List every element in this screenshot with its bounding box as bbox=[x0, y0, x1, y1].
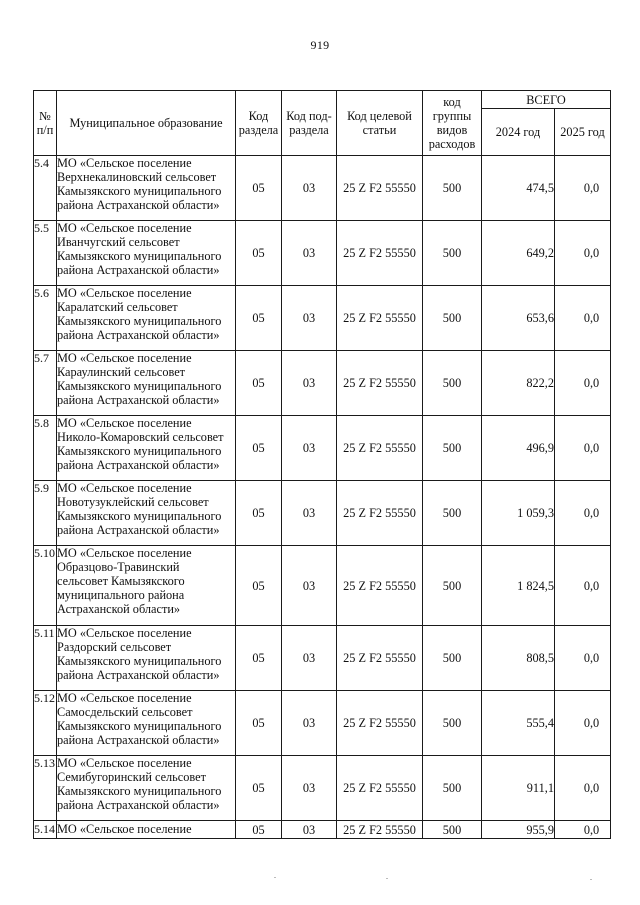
row-number: 5.4 bbox=[34, 156, 57, 221]
subsection-code: 03 bbox=[282, 691, 337, 756]
expense-group-code: 500 bbox=[423, 626, 482, 691]
amount-2024: 555,4 bbox=[482, 691, 555, 756]
amount-2025-value: 0,0 bbox=[583, 181, 600, 195]
municipality-name-line: МО «Сельское поселение bbox=[57, 351, 192, 365]
row-number: 5.10 bbox=[34, 546, 57, 626]
target-code: 25 Z F2 55550 bbox=[337, 691, 423, 756]
target-code: 25 Z F2 55550 bbox=[337, 756, 423, 821]
municipality-name-line: Самосдельский сельсовет bbox=[57, 705, 193, 719]
municipality-name-line: Астраханской области» bbox=[57, 602, 181, 616]
municipality-name-line: района Астраханской области» bbox=[57, 458, 220, 472]
municipality-name-line: сельсовет Камызякского bbox=[57, 574, 185, 588]
table-row bbox=[34, 821, 611, 839]
expense-group-code: 500 bbox=[423, 156, 482, 221]
subsection-code: 03 bbox=[282, 221, 337, 286]
table-row bbox=[34, 691, 611, 756]
municipality-name-line: Камызякского муниципального bbox=[57, 784, 222, 798]
row-number: 5.12 bbox=[34, 691, 57, 756]
municipality-name-line: МО «Сельское поселение bbox=[57, 626, 192, 640]
municipality-name-line: муниципального района bbox=[57, 588, 185, 602]
subsection-code: 03 bbox=[282, 286, 337, 351]
municipality-name bbox=[57, 416, 236, 481]
municipality-name-line: Караулинский сельсовет bbox=[57, 365, 186, 379]
header-year-2025: 2025 год bbox=[555, 109, 611, 156]
municipality-name bbox=[57, 626, 236, 691]
scan-speck bbox=[274, 877, 276, 878]
municipality-name bbox=[57, 156, 236, 221]
amount-2024: 496,9 bbox=[482, 416, 555, 481]
municipality-name-line: МО «Сельское поселение bbox=[57, 416, 192, 430]
expense-group-code: 500 bbox=[423, 546, 482, 626]
municipality-name-line: МО «Сельское поселение bbox=[57, 156, 192, 170]
row-number: 5.14 bbox=[34, 821, 57, 839]
municipality-name-line: района Астраханской области» bbox=[57, 393, 220, 407]
amount-2024: 649,2 bbox=[482, 221, 555, 286]
target-code: 25 Z F2 55550 bbox=[337, 286, 423, 351]
header-municipality: Муниципальное образование bbox=[57, 91, 236, 156]
table-row bbox=[34, 756, 611, 821]
municipality-name bbox=[57, 221, 236, 286]
amount-2025-value: 0,0 bbox=[583, 441, 600, 455]
amount-2025-value: 0,0 bbox=[583, 376, 600, 390]
municipality-name-line: Камызякского муниципального bbox=[57, 379, 222, 393]
amount-2025 bbox=[555, 351, 611, 416]
municipality-name-line: района Астраханской области» bbox=[57, 328, 220, 342]
target-code: 25 Z F2 55550 bbox=[337, 221, 423, 286]
section-code: 05 bbox=[236, 691, 282, 756]
subsection-code: 03 bbox=[282, 821, 337, 839]
expense-group-code: 500 bbox=[423, 691, 482, 756]
municipality-name-line: района Астраханской области» bbox=[57, 198, 220, 212]
section-code: 05 bbox=[236, 221, 282, 286]
expense-group-code: 500 bbox=[423, 481, 482, 546]
amount-2025 bbox=[555, 221, 611, 286]
expense-group-code: 500 bbox=[423, 756, 482, 821]
header-total: ВСЕГО bbox=[482, 91, 611, 109]
amount-2025 bbox=[555, 626, 611, 691]
municipality-name-line: района Астраханской области» bbox=[57, 523, 220, 537]
municipality-name-line: Камызякского муниципального bbox=[57, 719, 222, 733]
amount-2025 bbox=[555, 416, 611, 481]
section-code: 05 bbox=[236, 156, 282, 221]
municipality-name-line: МО «Сельское поселение bbox=[57, 221, 192, 235]
amount-2024: 1 059,3 bbox=[482, 481, 555, 546]
municipality-name-line: Образцово-Травинский bbox=[57, 560, 180, 574]
municipality-name-line: района Астраханской области» bbox=[57, 668, 220, 682]
target-code: 25 Z F2 55550 bbox=[337, 626, 423, 691]
table-body bbox=[34, 156, 611, 839]
amount-2025 bbox=[555, 821, 611, 839]
subsection-code: 03 bbox=[282, 546, 337, 626]
municipality-name-line: Раздорский сельсовет bbox=[57, 640, 172, 654]
municipality-name-line: МО «Сельское поселение bbox=[57, 546, 192, 560]
amount-2025 bbox=[555, 691, 611, 756]
municipality-name bbox=[57, 481, 236, 546]
amount-2024: 808,5 bbox=[482, 626, 555, 691]
subsection-code: 03 bbox=[282, 156, 337, 221]
amount-2025-value: 0,0 bbox=[583, 716, 600, 730]
municipality-name-line: Новотузуклейский сельсовет bbox=[57, 495, 209, 509]
amount-2024: 955,9 bbox=[482, 821, 555, 839]
municipality-name-line: Камызякского муниципального bbox=[57, 654, 222, 668]
scan-speck bbox=[590, 879, 592, 880]
page-number: 919 bbox=[310, 38, 330, 52]
header-target-code: Код целевой статьи bbox=[337, 91, 423, 156]
municipality-name bbox=[57, 756, 236, 821]
municipality-name-line: Иванчугский сельсовет bbox=[57, 235, 180, 249]
municipality-name bbox=[57, 691, 236, 756]
section-code: 05 bbox=[236, 286, 282, 351]
amount-2025-value: 0,0 bbox=[583, 246, 600, 260]
municipality-name-line: Камызякского муниципального bbox=[57, 509, 222, 523]
amount-2024: 822,2 bbox=[482, 351, 555, 416]
expense-group-code: 500 bbox=[423, 286, 482, 351]
expense-group-code: 500 bbox=[423, 221, 482, 286]
budget-table bbox=[33, 90, 611, 839]
amount-2025-value: 0,0 bbox=[583, 578, 600, 593]
header-expense-group: код группы видов расходов bbox=[423, 91, 482, 156]
target-code: 25 Z F2 55550 bbox=[337, 481, 423, 546]
municipality-name-line: МО «Сельское поселение bbox=[57, 691, 192, 705]
municipality-name-line: МО «Сельское поселение bbox=[57, 286, 192, 300]
municipality-name-line: МО «Сельское поселение bbox=[57, 756, 192, 770]
target-code: 25 Z F2 55550 bbox=[337, 416, 423, 481]
municipality-name-line: Камызякского муниципального bbox=[57, 249, 222, 263]
expense-group-code: 500 bbox=[423, 416, 482, 481]
municipality-name-line: Семибугоринский сельсовет bbox=[57, 770, 206, 784]
municipality-name bbox=[57, 286, 236, 351]
municipality-name-line: Камызякского муниципального bbox=[57, 184, 222, 198]
municipality-name bbox=[57, 546, 236, 626]
municipality-name-line: Верхнекалиновский сельсовет bbox=[57, 170, 217, 184]
table-row bbox=[34, 221, 611, 286]
amount-2025-value: 0,0 bbox=[583, 651, 600, 665]
amount-2025-value: 0,0 bbox=[583, 311, 600, 325]
row-number: 5.6 bbox=[34, 286, 57, 351]
municipality-name bbox=[57, 821, 236, 839]
amount-2024: 474,5 bbox=[482, 156, 555, 221]
municipality-name bbox=[57, 351, 236, 416]
amount-2024: 653,6 bbox=[482, 286, 555, 351]
target-code: 25 Z F2 55550 bbox=[337, 546, 423, 626]
amount-2025 bbox=[555, 546, 611, 626]
amount-2024: 911,1 bbox=[482, 756, 555, 821]
section-code: 05 bbox=[236, 351, 282, 416]
amount-2024: 1 824,5 bbox=[482, 546, 555, 626]
section-code: 05 bbox=[236, 416, 282, 481]
header-num: № п/п bbox=[34, 91, 57, 156]
amount-2025-value: 0,0 bbox=[583, 781, 600, 795]
subsection-code: 03 bbox=[282, 416, 337, 481]
section-code: 05 bbox=[236, 546, 282, 626]
target-code: 25 Z F2 55550 bbox=[337, 821, 423, 839]
row-number: 5.7 bbox=[34, 351, 57, 416]
table-header bbox=[34, 91, 611, 156]
municipality-name-line: Камызякского муниципального bbox=[57, 444, 222, 458]
header-subsection-code: Код под- раздела bbox=[282, 91, 337, 156]
amount-2025 bbox=[555, 756, 611, 821]
subsection-code: 03 bbox=[282, 756, 337, 821]
target-code: 25 Z F2 55550 bbox=[337, 351, 423, 416]
table-row bbox=[34, 546, 611, 626]
table-row bbox=[34, 626, 611, 691]
row-number: 5.5 bbox=[34, 221, 57, 286]
amount-2025-value: 0,0 bbox=[583, 506, 600, 520]
row-number: 5.11 bbox=[34, 626, 57, 691]
row-number: 5.13 bbox=[34, 756, 57, 821]
table-row bbox=[34, 351, 611, 416]
expense-group-code: 500 bbox=[423, 351, 482, 416]
municipality-name-line: Камызякского муниципального bbox=[57, 314, 222, 328]
section-code: 05 bbox=[236, 481, 282, 546]
municipality-name-line: района Астраханской области» bbox=[57, 798, 220, 812]
subsection-code: 03 bbox=[282, 481, 337, 546]
section-code: 05 bbox=[236, 626, 282, 691]
amount-2025 bbox=[555, 481, 611, 546]
municipality-name-line: Николо-Комаровский сельсовет bbox=[57, 430, 224, 444]
scan-speck bbox=[386, 878, 388, 879]
table-row bbox=[34, 416, 611, 481]
municipality-name-line: МО «Сельское поселение bbox=[57, 822, 192, 836]
row-number: 5.8 bbox=[34, 416, 57, 481]
amount-2025 bbox=[555, 156, 611, 221]
table-row bbox=[34, 286, 611, 351]
municipality-name-line: района Астраханской области» bbox=[57, 263, 220, 277]
header-year-2024: 2024 год bbox=[482, 109, 555, 156]
table-row bbox=[34, 481, 611, 546]
subsection-code: 03 bbox=[282, 351, 337, 416]
header-section-code: Код раздела bbox=[236, 91, 282, 156]
amount-2025-value: 0,0 bbox=[583, 822, 600, 837]
section-code: 05 bbox=[236, 821, 282, 839]
row-number: 5.9 bbox=[34, 481, 57, 546]
table-row bbox=[34, 156, 611, 221]
expense-group-code: 500 bbox=[423, 821, 482, 839]
amount-2025 bbox=[555, 286, 611, 351]
municipality-name-line: МО «Сельское поселение bbox=[57, 481, 192, 495]
subsection-code: 03 bbox=[282, 626, 337, 691]
section-code: 05 bbox=[236, 756, 282, 821]
target-code: 25 Z F2 55550 bbox=[337, 156, 423, 221]
municipality-name-line: района Астраханской области» bbox=[57, 733, 220, 747]
municipality-name-line: Каралатский сельсовет bbox=[57, 300, 178, 314]
